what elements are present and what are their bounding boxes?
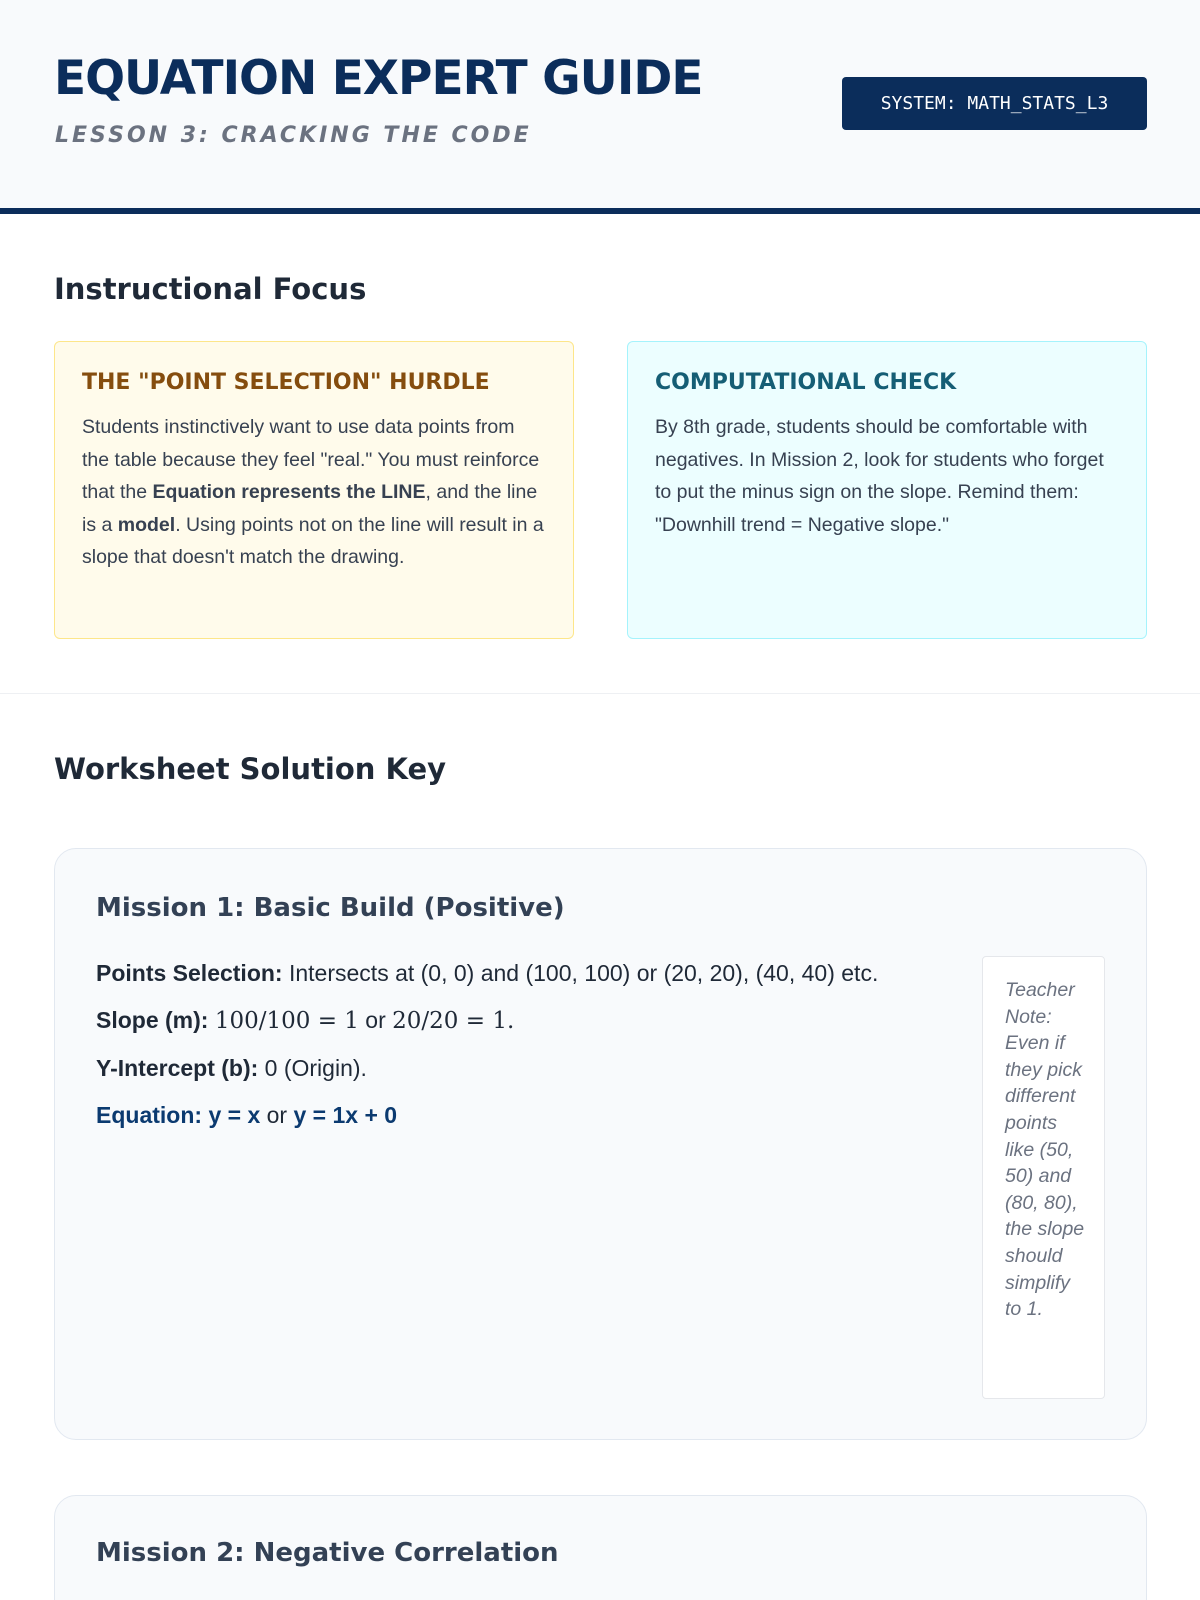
section-divider bbox=[0, 693, 1200, 694]
computational-check-card-title: COMPUTATIONAL CHECK bbox=[655, 370, 957, 395]
mission-1-content bbox=[96, 957, 896, 1146]
instructional-focus-heading: Instructional Focus bbox=[54, 272, 367, 306]
point-selection-card bbox=[54, 341, 574, 639]
equation-line: Equation: y = x or y = 1x + 0 bbox=[96, 1102, 398, 1128]
point-selection-card-title: THE "POINT SELECTION" HURDLE bbox=[82, 370, 490, 395]
slope-line: Slope (m): 100/100 = 1 or 20/20 = 1. bbox=[96, 1007, 515, 1034]
page-header bbox=[0, 0, 1200, 214]
system-badge: SYSTEM: MATH_STATS_L3 bbox=[842, 77, 1147, 130]
computational-check-card bbox=[627, 341, 1147, 639]
teacher-note: Teacher Note: Even if they pick different points like (50, 50) and (80, 80), the slope should simplify to 1. bbox=[982, 956, 1105, 1399]
point-selection-card-body: Students instinctively want to use data points from the table because they feel "real." You must reinforce that the Equation represents the LINE, and the line is a model. Using points not on the line will result in a slope that doesn't match the drawing. bbox=[82, 416, 544, 568]
points-selection-line: Points Selection: Intersects at (0, 0) and (100, 100) or (20, 20), (40, 40) etc. bbox=[96, 960, 879, 986]
mission-2-title: Mission 2: Negative Correlation bbox=[96, 1538, 559, 1568]
lesson-subtitle: LESSON 3: CRACKING THE CODE bbox=[55, 123, 532, 148]
computational-check-card-body: By 8th grade, students should be comfortable with negatives. In Mission 2, look for students who forget to put the minus sign on the slope. Remind them: "Downhill trend = Negative slope." bbox=[655, 416, 1104, 536]
page-title: EQUATION EXPERT GUIDE bbox=[54, 51, 703, 106]
mission-1-card bbox=[54, 848, 1147, 1440]
y-intercept-line: Y-Intercept (b): 0 (Origin). bbox=[96, 1055, 367, 1081]
mission-1-title: Mission 1: Basic Build (Positive) bbox=[96, 893, 565, 923]
equation-line-emphasis: Equation represents the LINE bbox=[152, 481, 426, 503]
mission-2-card bbox=[54, 1495, 1147, 1600]
model-emphasis: model bbox=[117, 513, 176, 536]
solution-key-heading: Worksheet Solution Key bbox=[54, 752, 447, 786]
